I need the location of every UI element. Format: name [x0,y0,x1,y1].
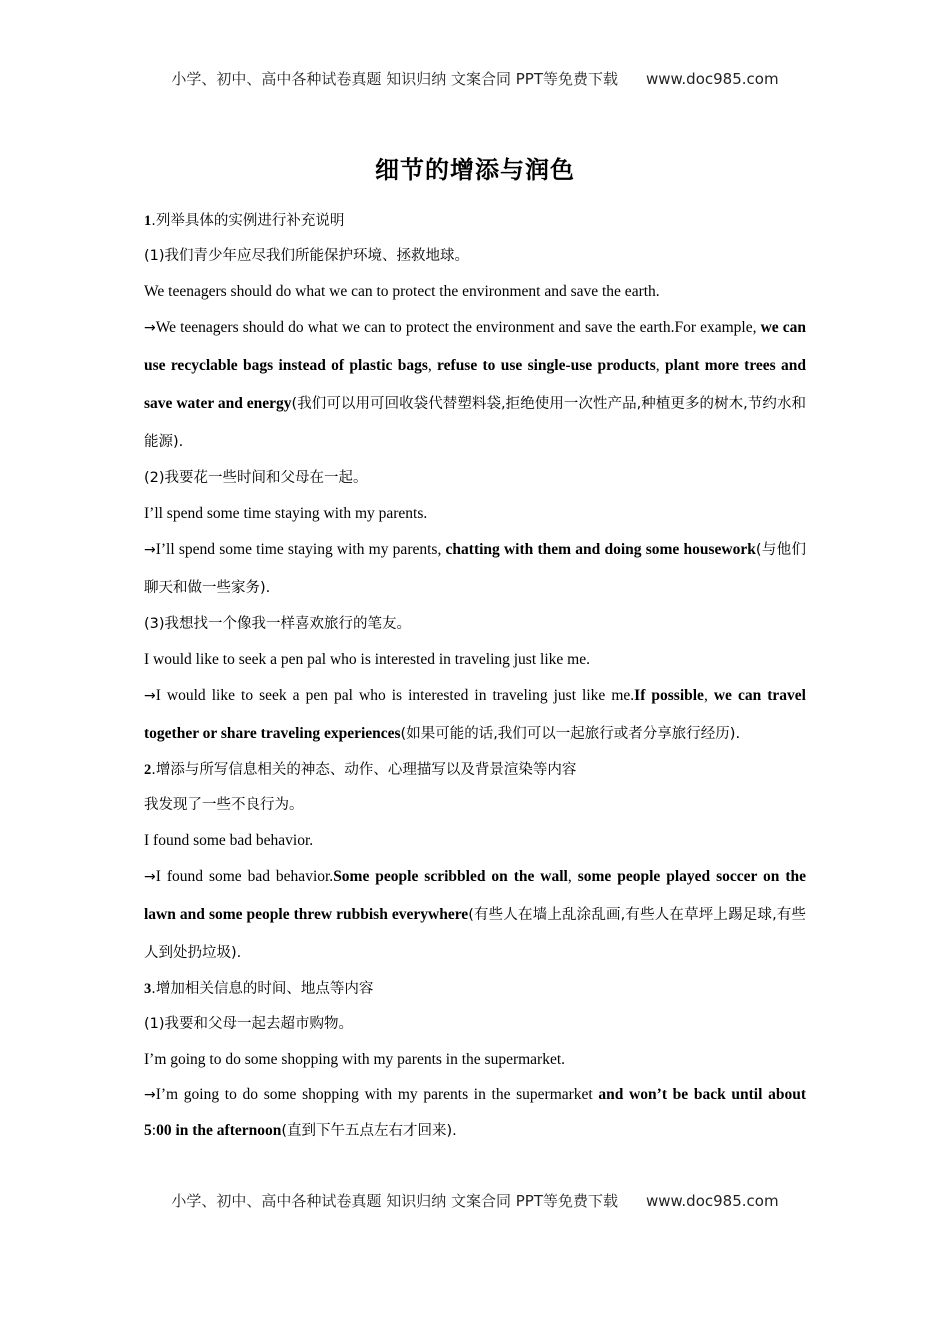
s1-item3-chinese: (3)我想找一个像我一样喜欢旅行的笔友。 [144,616,412,632]
section-3-heading: 3.增加相关信息的时间、地点等内容 [144,981,374,997]
s1-item3-english: I would like to seek a pen pal who is interested in traveling just like me. [144,651,590,668]
section-2-heading: 2.增添与所写信息相关的神态、动作、心理描写以及背景渲染等内容 [144,762,577,778]
translation: (如果可能的话,我们可以一起旅行或者分享旅行经历). [400,726,741,742]
footer-text: 小学、初中、高中各种试卷真题 知识归纳 文案合同 PPT等免费下载 [171,1192,618,1210]
s3-item1-english: I’m going to do some shopping with my parents in the supermarket. [144,1051,566,1068]
translation: (有些人在墙上乱涂乱画,有些人在草坪上踢足球,有些人到处扔垃圾). [144,907,807,961]
highlight-phrase: refuse to use single-use products [437,357,656,374]
s2-chinese: 我发现了一些不良行为。 [144,797,304,813]
highlight-phrase: and won’t be back until about 5 [144,1086,806,1139]
page-footer [0,1190,950,1211]
page-header [0,68,950,89]
s1-item1-improved: →We teenagers should do what we can to protect the environment and save the earth.For example, we can use recyclable bags instead of plastic bags, refuse to use single-use products, plant more trees and save water and energy(我们可以用可回收袋代替塑料袋,拒绝使用一次性产品,种植更多的树木,节约水和能源). [144,319,807,450]
section-1-heading: 1.列举具体的实例进行补充说明 [144,213,345,229]
translation: (与他们聊天和做一些家务). [144,542,806,596]
arrow-icon: → [144,688,156,704]
s1-item1-chinese: (1)我们青少年应尽我们所能保护环境、拯救地球。 [144,248,470,264]
arrow-icon: → [144,869,156,885]
arrow-icon: → [144,1087,156,1103]
highlight-phrase: some people played soccer on the lawn and some people threw rubbish everywhere [144,868,807,923]
s1-item3-improved: →I would like to seek a pen pal who is interested in traveling just like me.If possible, we can travel together or share traveling experiences(如果可能的话,我们可以一起旅行或者分享旅行经历). [144,687,806,742]
highlight-phrase: we can travel together or share traveling experiences [144,687,806,742]
document-title: 细节的增添与润色 [375,156,575,184]
s1-item2-improved: →I’ll spend some time staying with my parents, chatting with them and doing some housework(与他们聊天和做一些家务). [144,541,806,596]
highlight-phrase: If possible [634,687,704,704]
s3-item1-improved: →I’m going to do some shopping with my parents in the supermarket and won’t be back until about 5:00 in the afternoon(直到下午五点左右才回来). [144,1086,806,1139]
s3-item1-chinese: (1)我要和父母一起去超市购物。 [144,1016,354,1032]
arrow-icon: → [144,542,156,558]
highlight-phrase: we can use recyclable bags instead of plastic bags [144,319,806,374]
s2-improved: →I found some bad behavior.Some people scribbled on the wall, some people played soccer on the lawn and some people threw rubbish everywhere(有些人在墙上乱涂乱画,有些人在草坪上踢足球,有些人到处扔垃圾). [144,868,807,961]
translation: (我们可以用可回收袋代替塑料袋,拒绝使用一次性产品,种植更多的树木,节约水和能源). [144,396,807,450]
highlight-phrase: 00 in the afternoon [156,1122,282,1139]
footer-url[interactable]: www.doc985.com [645,1192,779,1210]
highlight-phrase: plant more trees and save water and energy [144,357,807,412]
document-body [144,204,806,1149]
header-text: 小学、初中、高中各种试卷真题 知识归纳 文案合同 PPT等免费下载 [171,70,618,88]
translation: (直到下午五点左右才回来). [281,1123,457,1139]
s1-item1-english: We teenagers should do what we can to protect the environment and save the earth. [144,283,660,300]
s1-item2-chinese: (2)我要花一些时间和父母在一起。 [144,470,368,486]
header-url[interactable]: www.doc985.com [645,70,779,88]
s2-english: I found some bad behavior. [144,832,314,849]
highlight-phrase: Some people scribbled on the wall [333,868,568,885]
highlight-phrase: chatting with them and doing some housework [445,541,756,558]
arrow-icon: → [144,320,156,336]
s1-item2-english: I’ll spend some time staying with my parents. [144,505,428,522]
